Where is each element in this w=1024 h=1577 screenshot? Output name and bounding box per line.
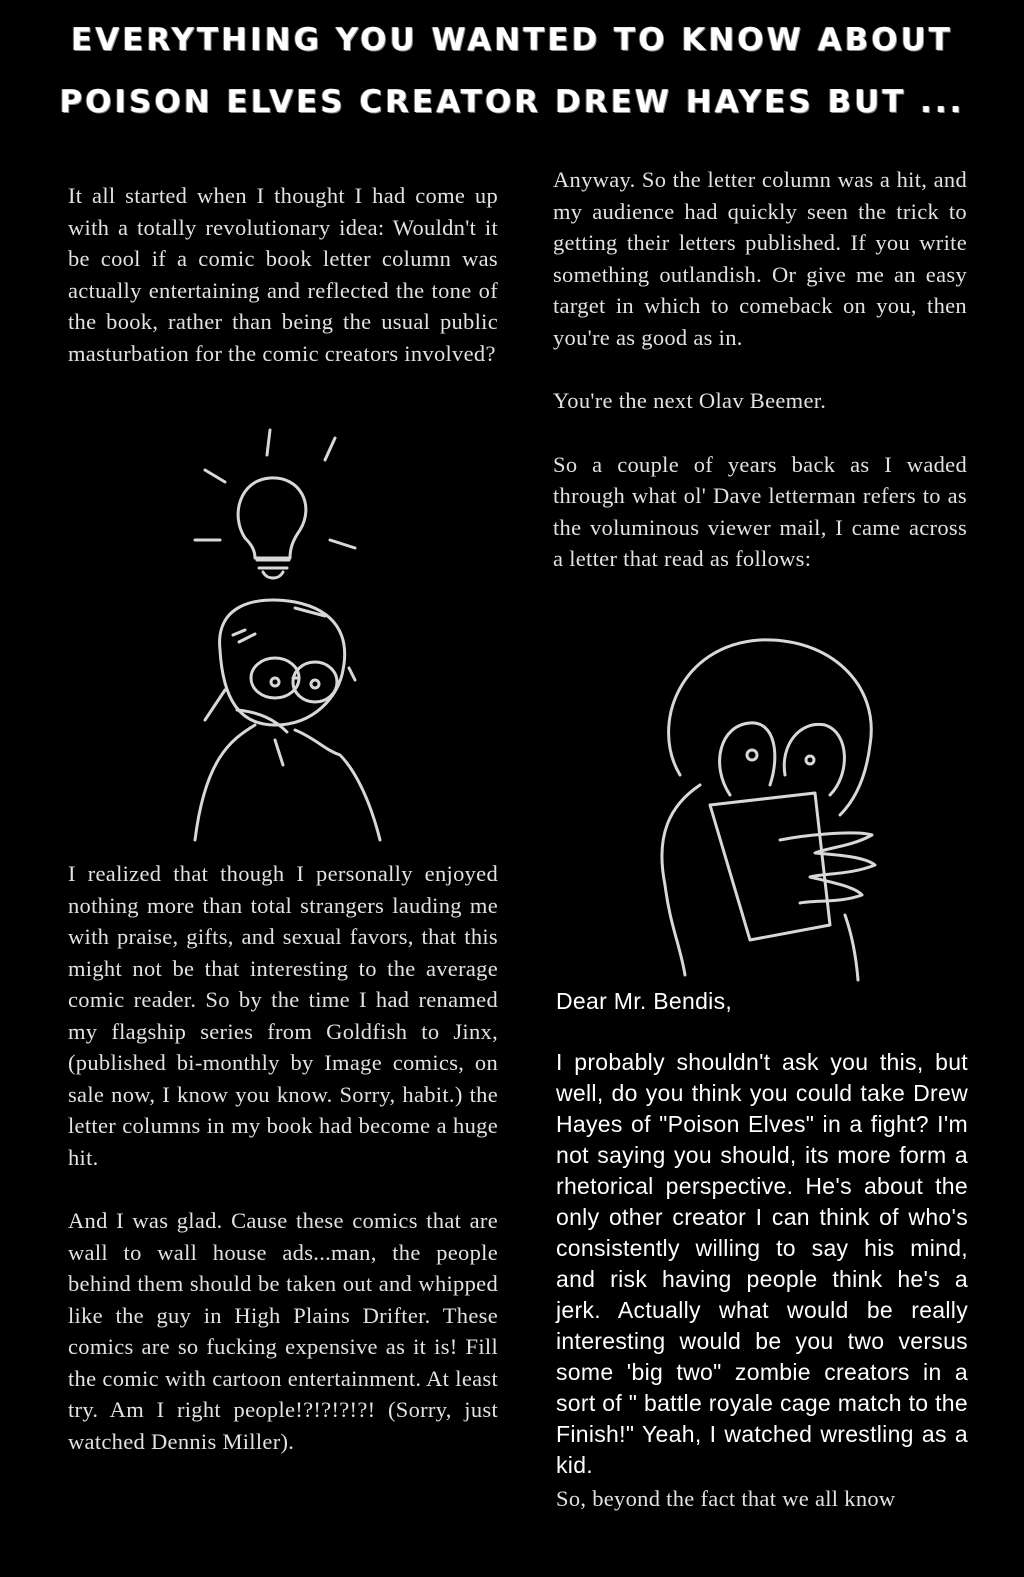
page-title-line-2: POISON ELVES CREATOR DREW HAYES BUT ... [59, 84, 965, 120]
letter-body: I probably shouldn't ask you this, but well, do you think you could take Drew Hayes of "Poison Elves" in a fight? I'm not saying you should, its more form a rhetorical perspective. He's about the only other creator I can think of who's consistently willing to say his mind, and risk having people think he's a jerk. Actually what would be really interesting would be you two versus some 'big two" zombie creators in a sort of " battle royale cage match to the Finish!" Yeah, I watched wrestling as a kid. [556, 1049, 968, 1478]
right-paragraph-1: Anyway. So the letter column was a hit, and my audience had quickly seen the trick to getting their letters published. If you write something outlandish. Or give me an easy target in which to comeback on you, then you're as good as in. [553, 167, 967, 350]
letter-salutation: Dear Mr. Bendis, [556, 988, 733, 1014]
left-column [68, 180, 498, 369]
letter-block [556, 986, 968, 1515]
right-paragraph-2: You're the next Olav Beemer. [553, 388, 827, 413]
left-column-lower [68, 858, 498, 1457]
right-paragraph-3: So a couple of years back as I waded through what ol' Dave letterman refers to as the voluminous viewer mail, I came across a letter that read as follows: [553, 451, 967, 571]
sketch-character-reading-letter [640, 625, 900, 985]
left-paragraph-1: It all started when I thought I had come up with a totally revolutionary idea: Wouldn't it be cool if a comic book letter column was actually entertaining and reflected the tone of the book, rather than being the usual public masturbation for the comic creators involved? [68, 183, 498, 366]
right-continuation: So, beyond the fact that we all know [556, 1486, 896, 1511]
left-paragraph-2: I realized that though I personally enjoyed nothing more than total strangers lauding me with praise, gifts, and sexual favors, that this might not be that interesting to the average comic reader. So by the time I had renamed my flagship series from Goldfish to Jinx, (published bi-monthly by Image comics, on sale now, I know you know. Sorry, habit.) the letter columns in my book had become a huge hit. [68, 861, 498, 1170]
page-title-line-1: EVERYTHING YOU WANTED TO KNOW ABOUT [71, 22, 953, 58]
right-column [553, 164, 967, 575]
sketch-lightbulb-character [175, 420, 435, 850]
left-paragraph-3: And I was glad. Cause these comics that are wall to wall house ads...man, the people behind them should be taken out and whipped like the guy in High Plains Drifter. These comics are so fucking expensive as it is! Fill the comic with cartoon entertainment. At least try. Am I right people!?!?!?!?! (Sorry, just watched Dennis Miller). [68, 1208, 498, 1454]
